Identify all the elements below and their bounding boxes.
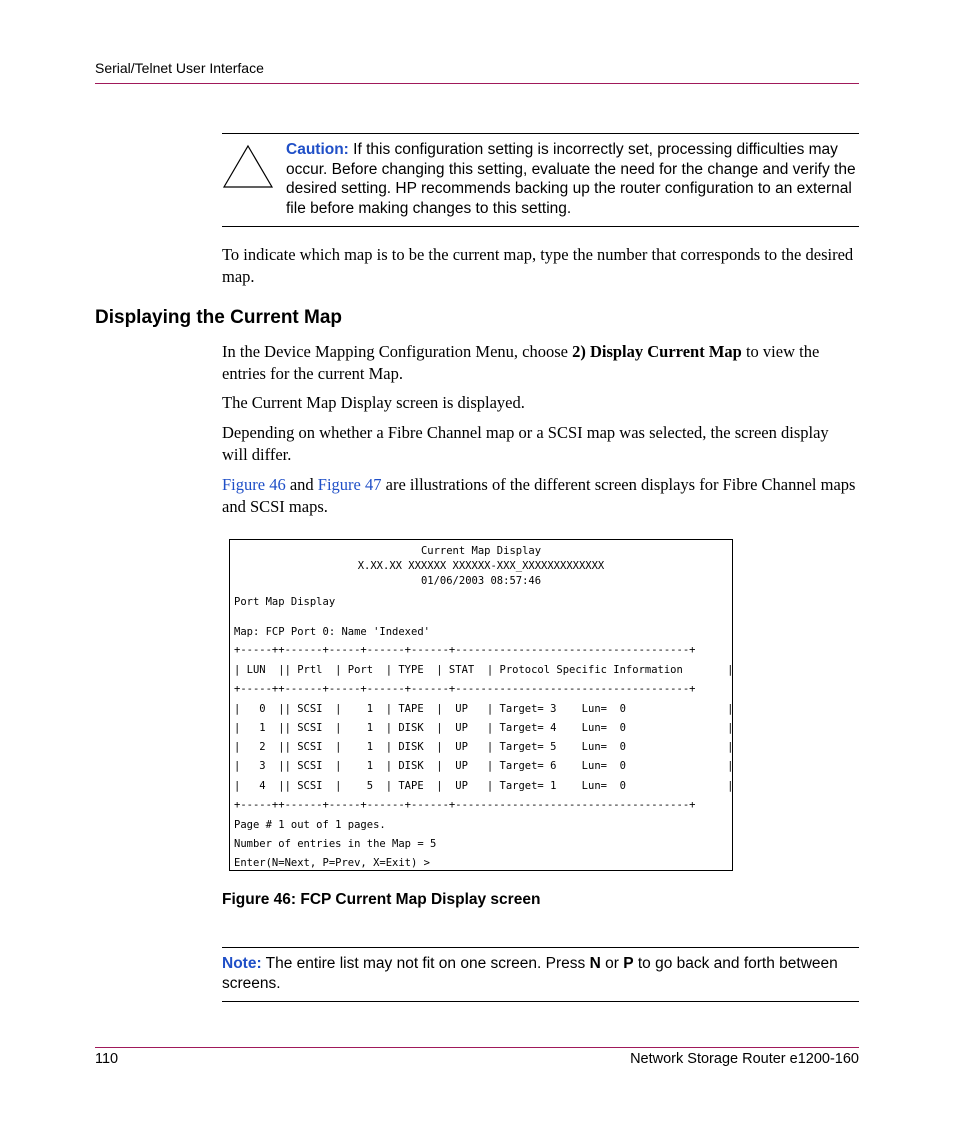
terminal-prompt: Enter(N=Next, P=Prev, X=Exit) >: [234, 857, 430, 869]
caution-bottom-rule: [222, 226, 859, 227]
p4-text-after: are illustrations of the different screen displays for Fibre Channel maps and SCSI maps.: [222, 475, 856, 516]
terminal-title-line: 01/06/2003 08:57:46: [420, 575, 542, 587]
terminal-table-row: | 2 || SCSI | 1 | DISK | UP | Target= 5 Lun= 0 |: [234, 741, 734, 753]
figure-47-link[interactable]: Figure 47: [317, 475, 382, 494]
footer-rule: [95, 1047, 859, 1048]
terminal-title-line: Current Map Display: [420, 545, 542, 557]
figure-46-link[interactable]: Figure 46: [222, 475, 286, 494]
terminal-table-header: | LUN || Prtl | Port | TYPE | STAT | Protocol Specific Information |: [234, 664, 734, 676]
key-n: N: [589, 955, 601, 972]
terminal-table-border: +-----++------+-----+------+------+-------------------------------------+: [234, 644, 696, 656]
figure-caption: Figure 46: FCP Current Map Display screen: [222, 891, 541, 908]
note-or: or: [600, 955, 624, 972]
caution-label: Caution:: [286, 141, 349, 158]
note-text-before: The entire list may not fit on one screen. Press: [265, 955, 590, 972]
caution-text: [286, 140, 856, 218]
caution-body: If this configuration setting is incorrectly set, processing difficulties may occur. Before changing this setting, evaluate the need for the change and verify the desired setting. HP recommends backing up the router configuration to an external file before making changes to this setting.: [286, 141, 856, 217]
p4-and: and: [285, 475, 318, 494]
caution-top-rule: [222, 133, 859, 134]
key-p: P: [623, 955, 634, 972]
terminal-table-row: | 3 || SCSI | 1 | DISK | UP | Target= 6 Lun= 0 |: [234, 760, 734, 772]
document-title: Network Storage Router e1200-160: [630, 1051, 859, 1067]
terminal-line: Map: FCP Port 0: Name 'Indexed': [234, 626, 430, 638]
page-number: 110: [95, 1051, 119, 1067]
section-paragraph-1: [222, 341, 858, 384]
note-text: [222, 954, 858, 993]
header-rule: [95, 83, 859, 84]
intro-paragraph: To indicate which map is to be the current map, type the number that corresponds to the desired map.: [222, 245, 854, 286]
terminal-line: Number of entries in the Map = 5: [234, 838, 437, 850]
terminal-line: Page # 1 out of 1 pages.: [234, 819, 386, 831]
note-label: Note:: [222, 955, 262, 972]
terminal-table-border: +-----++------+-----+------+------+-------------------------------------+: [234, 799, 696, 811]
p1-text-before: In the Device Mapping Configuration Menu, choose: [222, 342, 573, 361]
note-bottom-rule: [222, 1001, 859, 1002]
section-paragraph-4: [222, 474, 858, 517]
section-heading: Displaying the Current Map: [95, 307, 343, 328]
caution-triangle-icon: [222, 143, 274, 189]
note-text-after: to go back and forth between screens.: [222, 955, 838, 992]
terminal-title-line: X.XX.XX XXXXXX XXXXXX-XXX_XXXXXXXXXXXXX: [357, 560, 605, 572]
running-header: Serial/Telnet User Interface: [95, 60, 264, 76]
terminal-table-row: | 0 || SCSI | 1 | TAPE | UP | Target= 3 Lun= 0 |: [234, 703, 734, 715]
terminal-title-block: [230, 544, 732, 589]
note-top-rule: [222, 947, 859, 948]
menu-option-bold: 2) Display Current Map: [572, 342, 742, 361]
terminal-screen-figure: [229, 539, 733, 871]
terminal-table-row: | 1 || SCSI | 1 | DISK | UP | Target= 4 Lun= 0 |: [234, 722, 734, 734]
p1-text-after: to view the entries for the current Map.: [222, 342, 820, 383]
terminal-line: Port Map Display: [234, 596, 336, 608]
terminal-table-row: | 4 || SCSI | 5 | TAPE | UP | Target= 1 Lun= 0 |: [234, 780, 734, 792]
section-paragraph-2: The Current Map Display screen is displayed.: [222, 393, 525, 412]
section-paragraph-3: Depending on whether a Fibre Channel map or a SCSI map was selected, the screen display will differ.: [222, 423, 829, 464]
terminal-table-border: +-----++------+-----+------+------+-------------------------------------+: [234, 683, 696, 695]
